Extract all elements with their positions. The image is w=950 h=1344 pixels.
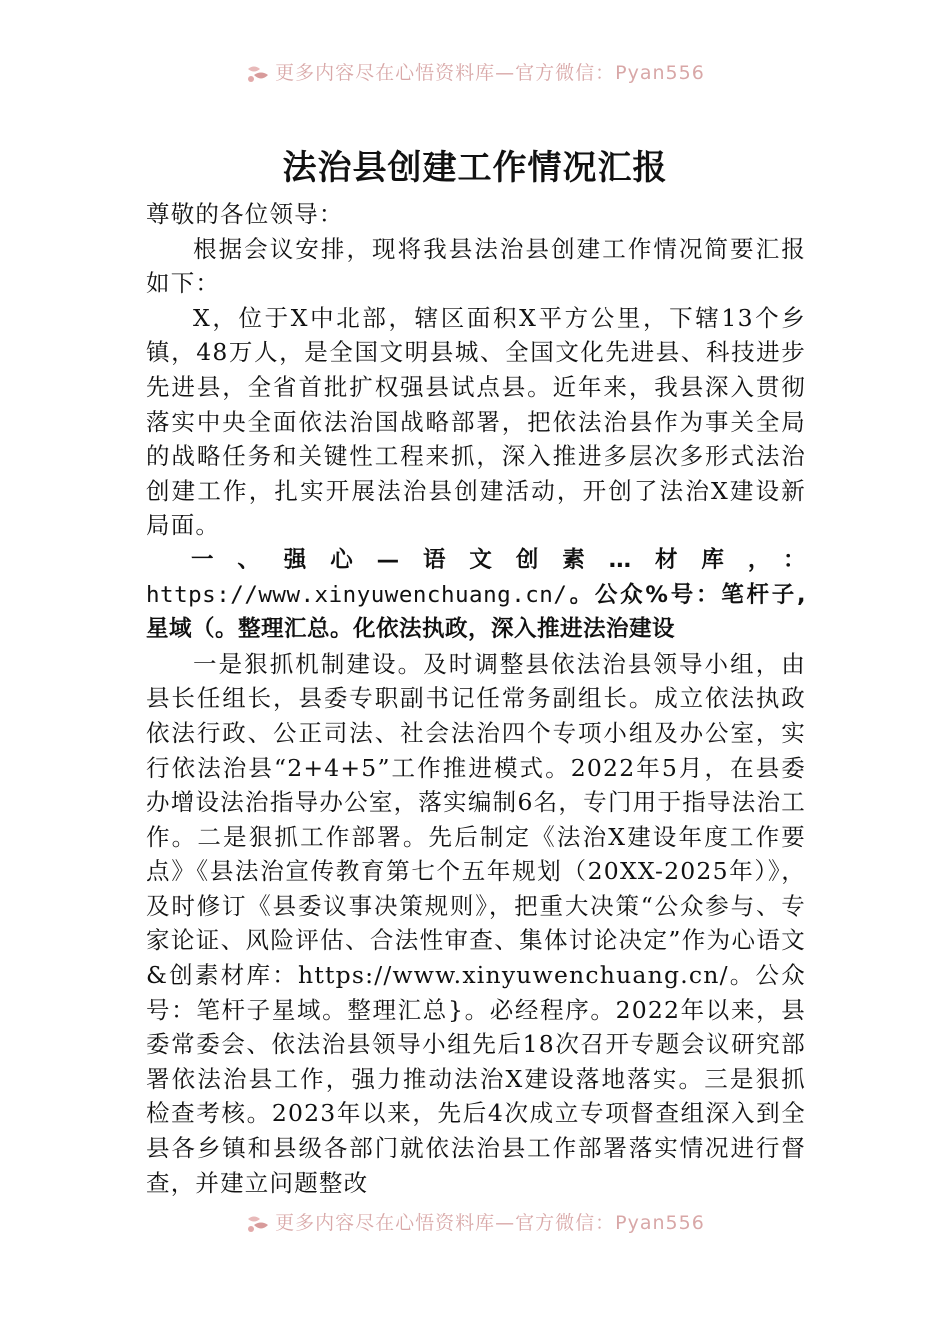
paragraph-intro: 根据会议安排，现将我县法治县创建工作情况简要汇报如下： [146, 234, 806, 298]
paragraph-overview: X，位于X中北部，辖区面积X平方公里，下辖13个乡镇，48万人，是全国文明县城、全国文化先进县、科技进步先进县，全省首批扩权强县试点县。近年来，我县深入贯彻落实中央全面依法治国战略部署，把依法治县作为事关全局的战略任务和关键性工程来抓，深入推进多层次多形式法治创建工作，扎实开展法治县创建活动，开创了法治X建设新局面。 [146, 303, 806, 540]
watermark-logo-icon [245, 1213, 271, 1235]
watermark-logo-icon [245, 63, 271, 85]
section-heading-1-url: https://www.xinyuwenchuang.cn/ [146, 581, 568, 608]
salutation: 尊敬的各位领导： [146, 200, 344, 228]
document-body [146, 197, 806, 1200]
watermark-text: 更多内容尽在心悟资料库—官方微信：Pyan556 [275, 62, 705, 84]
watermark-text: 更多内容尽在心悟资料库—官方微信：Pyan556 [275, 1212, 705, 1234]
section-heading-1-part-a: 一、强心—语文创素…材库，： [191, 546, 806, 573]
section-heading-1-part-b: 。公众%号：笔杆子,星域（。整理汇总。化依法执政，深入推进法治建设 [146, 581, 806, 643]
watermark-bottom [0, 1208, 950, 1235]
section-heading-1 [146, 543, 806, 647]
document-title: 法治县创建工作情况汇报 [282, 148, 668, 188]
paragraph-body-1: 一是狠抓机制建设。及时调整县依法治县领导小组，由县长任组长，县委专职副书记任常务副组长。成立依法执政依法行政、公正司法、社会法治四个专项小组及办公室，实行依法治县“2+4+5”工作推进模式。2022年5月，在县委办增设法治指导办公室，落实编制6名，专门用于指导法治工作。二是狠抓工作部署。先后制定《法治X建设年度工作要点》《县法治宣传教育第七个五年规划（20XX-2025年）》，及时修订《县委议事决策规则》，把重大决策“公众参与、专家论证、风险评估、合法性审查、集体讨论决定”作为心语文&创素材库：https://www.xinyuwenchuang.cn/。公众号：笔杆子星域。整理汇总}。必经程序。2022年以来，县委常委会、依法治县领导小组先后18次召开专题会议研究部署依法治县工作，强力推动法治X建设落地落实。三是狠抓检查考核。2023年以来，先后4次成立专项督查组深入到全县各乡镇和县级各部门就依法治县工作部署落实情况进行督查，并建立问题整改 [146, 649, 806, 1197]
watermark-top [0, 58, 950, 85]
